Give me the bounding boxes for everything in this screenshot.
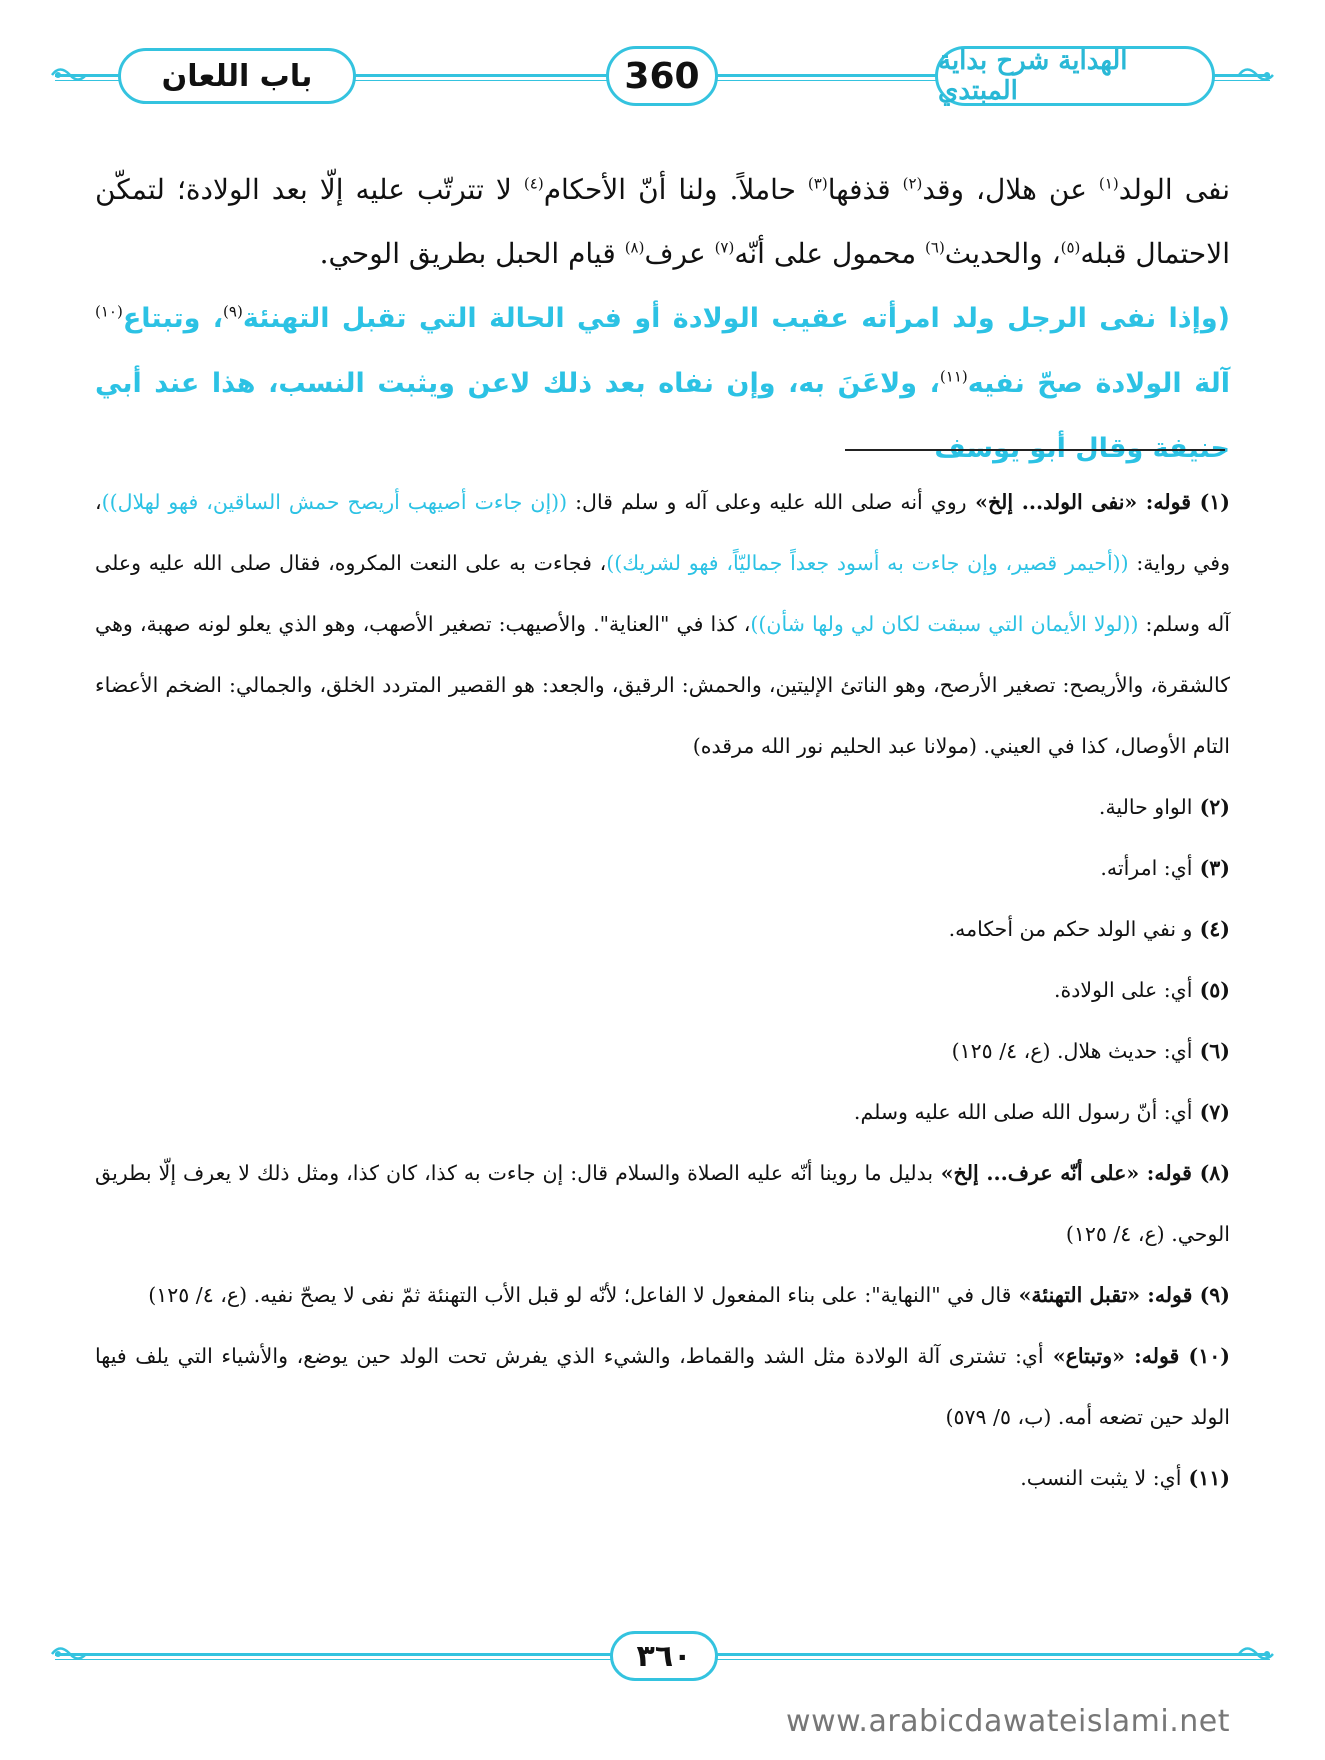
footnote-marker: (٤) (523, 174, 544, 193)
footer-right-ornament-icon (1237, 1643, 1275, 1665)
footnote (95, 899, 1230, 960)
text-run: عرف (644, 237, 715, 270)
text-run: أي: على الولادة. (1054, 978, 1193, 1002)
text-run: أي: حديث هلال. (ع، ٤/ ١٢٥) (951, 1039, 1193, 1063)
text-run: أي: لا يثبت النسب. (1020, 1466, 1182, 1490)
highlighted-text: ، وتبتاع (122, 303, 224, 334)
chapter-title-box (118, 48, 356, 104)
text-run: بدليل ما روينا أنّه عليه الصلاة والسلام قال: إن جاءت به كذا، كان كذا، ومثل ذلك لا يعرف إلّا بطريق الوحي. (ع، ٤/ ١٢٥) (95, 1161, 1230, 1246)
footnote (95, 1143, 1230, 1265)
text-run: ، كذا في "العناية". والأصيهب: تصغير الأصهب، وهو الذي يعلو لونه صهبة، وهي كالشقرة، والأريصح: تصغير الأرصح، وهو الناتئ الإليتين، والحمش: الرقيق، والجعد: هو القصير المتردد الخلق، والجمالي: الضخم الأعضاء التام الأوصال، كذا في العيني. (مولانا عبد الحليم نور الله مرقده) (95, 612, 1230, 758)
footnote-marker: (٦) (925, 238, 945, 257)
footnote (95, 1326, 1230, 1448)
footnote-marker: (١١) (939, 367, 968, 386)
footnote-reference: (٣) (1192, 856, 1230, 880)
text-run: قيام الحبل بطريق الوحي. (319, 237, 625, 270)
footer-page-number: ٣٦٠ (636, 1638, 692, 1674)
footnote-marker: (٧) (714, 238, 735, 257)
highlighted-text: آلة الولادة صحّ نفيه (967, 368, 1231, 399)
footnote-reference: (١) قوله: «نفى الولد... إلخ» (966, 490, 1230, 514)
text-run: الواو حالية. (1098, 795, 1193, 819)
main-paragraph (95, 158, 1230, 286)
text-run: أي: تشترى آلة الولادة مثل الشد والقماط، والشيء الذي يفرش تحت الولد حين يوضع، والأشياء التي يلف فيها الولد حين تضعه أمه. (ب، ٥/ ٥٧٩) (95, 1344, 1230, 1429)
footnote-reference: (٧) (1192, 1100, 1230, 1124)
footnote-marker: (١٠) (95, 302, 123, 321)
footnote (95, 1021, 1230, 1082)
footnote-reference: (٢) (1192, 795, 1230, 819)
main-paragraph-highlighted (95, 286, 1230, 481)
footnote-marker: (٩) (223, 302, 243, 321)
text-run: نفى الولد (1118, 173, 1230, 206)
footnote-marker: (١) (1098, 174, 1119, 193)
text-run: قذفها (827, 173, 903, 206)
text-run: لا تترتّب عليه إلّا بعد الولادة؛ لتمكّن الاحتمال قبله (95, 173, 1230, 270)
main-text (95, 158, 1230, 481)
highlighted-text: (وإذا نفى الرجل ولد امرأته عقيب الولادة أو في الحالة التي تقبل التهنئة (242, 303, 1231, 334)
right-ornament-icon (1237, 64, 1275, 86)
footnote-marker: (٣) (807, 174, 828, 193)
hadith-quote: ((لولا الأيمان التي سبقت لكان لي ولها شأن)) (750, 612, 1139, 636)
text-run: أي: أنّ رسول الله صلى الله عليه وسلم. (853, 1100, 1193, 1124)
footnote-reference: (٩) قوله: «تقبل التهنئة» (1011, 1283, 1230, 1307)
page-number: 360 (624, 55, 700, 97)
footnotes (95, 472, 1230, 1509)
page-footer (0, 1625, 1325, 1685)
left-ornament-icon (50, 64, 88, 86)
footnote (95, 1082, 1230, 1143)
book-title-box (935, 46, 1215, 106)
footnote-reference: (٤) (1192, 917, 1230, 941)
footnote-separator (845, 449, 1225, 451)
book-title: الهداية شرح بداية المبتدي (938, 46, 1128, 106)
footnote-reference: (١٠) قوله: «وتبتاع» (1043, 1344, 1230, 1368)
text-run: ، فجاءت به على النعت المكروه، فقال صلى الله عليه وعلى آله وسلم: (95, 551, 1230, 636)
footnote-marker: (٢) (902, 174, 923, 193)
footnote (95, 777, 1230, 838)
text-run: قال في "النهاية": على بناء المفعول لا الفاعل؛ لأنّه لو قبل الأب التهنئة ثمّ نفى لا يصحّ نفيه. (ع، ٤/ ١٢٥) (148, 1283, 1012, 1307)
footnote (95, 472, 1230, 777)
footnote-marker: (٥) (1060, 238, 1081, 257)
text-run: محمول على أنّه (734, 237, 926, 270)
page-number-box (606, 46, 718, 106)
text-run: روي أنه صلى الله عليه وعلى آله و سلم قال: (567, 490, 967, 514)
hadith-quote: ((إن جاءت أصيهب أريصح حمش الساقين، فهو لهلال)) (101, 490, 568, 514)
footnote (95, 1448, 1230, 1509)
footnote (95, 838, 1230, 899)
text-run: ، وفي رواية: (95, 490, 1231, 575)
footer-page-number-box (610, 1631, 718, 1681)
text-run: و نفي الولد حكم من أحكامه. (948, 917, 1193, 941)
text-run: حاملاً. ولنا أنّ الأحكام (543, 173, 808, 206)
chapter-title: باب اللعان (161, 58, 313, 94)
hadith-quote: ((أحيمر قصير، وإن جاءت به أسود جعداً جماليّاً، فهو لشريك)) (606, 551, 1129, 575)
footnote-reference: (١١) (1181, 1466, 1230, 1490)
text-run: أي: امرأته. (1100, 856, 1193, 880)
page-header (0, 0, 1325, 150)
footnote (95, 1265, 1230, 1326)
footnote (95, 960, 1230, 1021)
footnote-marker: (٨) (624, 238, 645, 257)
footer-left-ornament-icon (50, 1643, 88, 1665)
highlighted-text: ، ولاعَنَ به، وإن نفاه بعد ذلك لاعن ويثبت النسب، هذا عند أبي حنيفة وقال أبو يوسف (95, 368, 1230, 464)
text-run: ، والحديث (944, 237, 1061, 270)
text-run: عن هلال، وقد (922, 173, 1099, 206)
footnote-reference: (٨) قوله: «على أنّه عرف... إلخ» (933, 1161, 1231, 1185)
footnote-reference: (٦) (1192, 1039, 1230, 1063)
footnote-reference: (٥) (1192, 978, 1230, 1002)
website-url[interactable]: www.arabicdawateislami.net (786, 1704, 1230, 1739)
